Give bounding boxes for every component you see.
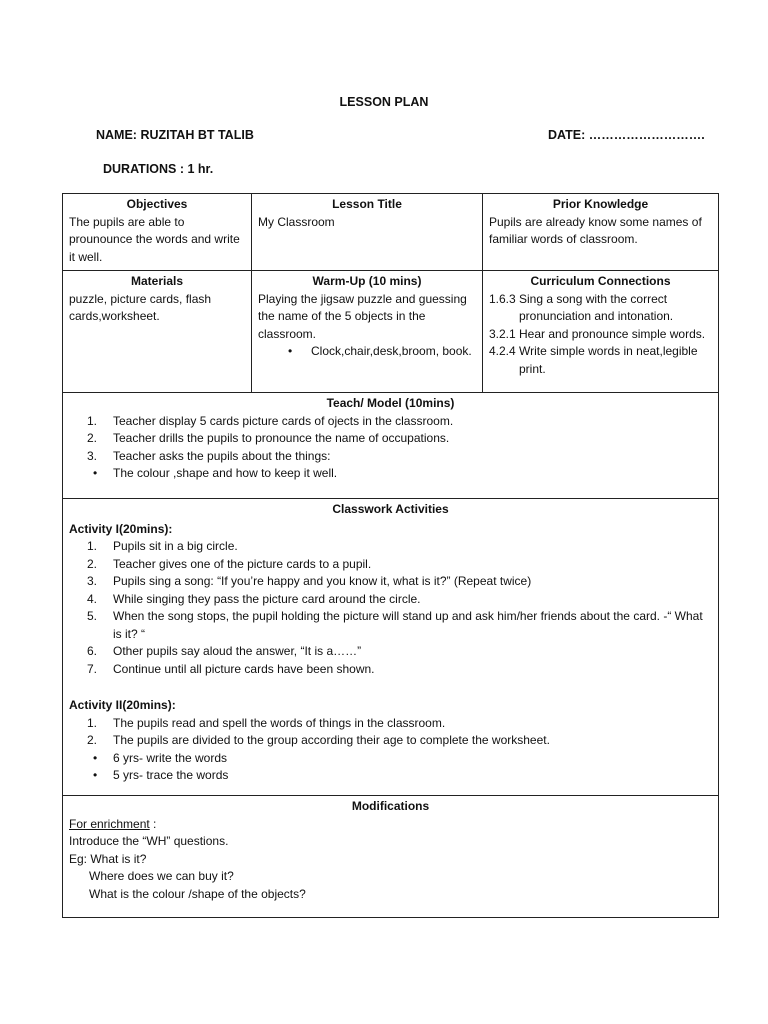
bullet-text: 6 yrs- write the words (113, 750, 228, 765)
objectives-heading: Objectives (126, 197, 188, 211)
modification-line: Where does we can buy it? (89, 869, 234, 883)
list-item (258, 343, 476, 361)
bullet-icon: • (288, 344, 293, 358)
step-text: Teacher drills the pupils to pronounce the name of occupations. (113, 431, 450, 445)
bullet-text: The colour ,shape and how to keep it well. (113, 466, 338, 480)
teach-model-heading: Teach/ Model (10mins) (326, 396, 455, 410)
modification-line: Eg: What is it? (69, 851, 147, 866)
objectives-cell (63, 194, 252, 271)
warm-up-heading: Warm-Up (10 mins) (312, 274, 422, 288)
list-item (69, 767, 712, 785)
list-item: 2. Teacher drills the pupils to pronounce the name of occupations. (87, 431, 450, 445)
item-code: 3.2.1 (489, 326, 516, 341)
date-field: DATE: ………………………. (548, 128, 705, 142)
bullet-icon: • (93, 466, 98, 480)
list-item (69, 465, 712, 483)
lesson-title-heading: Lesson Title (332, 197, 402, 211)
teach-steps (69, 413, 712, 466)
list-item (489, 291, 712, 326)
table-row (63, 499, 719, 796)
warm-up-cell (252, 271, 483, 393)
curriculum-list (489, 291, 712, 379)
materials-text: puzzle, picture cards, flash cards,worksheet. (69, 291, 212, 323)
item-text: Hear and pronounce simple words. (519, 326, 706, 341)
warm-up-bullet: Clock,chair,desk,broom, book. (311, 344, 472, 358)
table-row (63, 194, 719, 271)
teacher-name: NAME: RUZITAH BT TALIB (96, 128, 254, 142)
modification-line: What is the colour /shape of the objects? (89, 886, 306, 901)
list-item (489, 326, 712, 344)
materials-cell (63, 271, 252, 393)
step-text: When the song stops, the pupil holding the picture will stand up and ask him/her friends about the card. -“ What is it? “ (113, 609, 703, 641)
list-item: 1. Pupils sit in a big circle. (87, 539, 238, 553)
list-item: 2. The pupils are divided to the group according their age to complete the worksheet. (87, 733, 550, 747)
step-text: Pupils sit in a big circle. (113, 539, 238, 553)
classwork-cell (63, 499, 719, 796)
page-title: LESSON PLAN (339, 95, 429, 109)
modification-line: Introduce the “WH” questions. (69, 834, 229, 848)
spacer (69, 678, 712, 695)
modifications-cell (63, 796, 719, 918)
item-code: 1.6.3 (489, 291, 516, 306)
item-text: Sing a song with the correct pronunciation and intonation. (519, 291, 674, 323)
classwork-heading: Classwork Activities (332, 502, 449, 516)
warm-up-list (258, 343, 476, 361)
table-row (63, 393, 719, 499)
table-row (63, 796, 719, 918)
prior-knowledge-heading: Prior Knowledge (552, 197, 649, 211)
activity-2-bullets (69, 750, 712, 785)
list-item: 1. Teacher display 5 cards picture cards of ojects in the classroom. (87, 413, 454, 428)
step-text: Pupils sing a song: “If you’re happy and you know it, what is it?” (Repeat twice) (113, 574, 532, 588)
enrichment-colon: : (149, 816, 157, 831)
bullet-text: 5 yrs- trace the words (113, 768, 229, 782)
step-text: The pupils read and spell the words of things in the classroom. (113, 715, 446, 730)
teach-model-cell (63, 393, 719, 499)
table-row (63, 271, 719, 393)
lesson-title-cell (252, 194, 483, 271)
list-item: 3. Pupils sing a song: “If you’re happy and you know it, what is it?” (Repeat twice) (87, 574, 532, 588)
step-text: Other pupils say aloud the answer, “It is a……” (113, 644, 362, 658)
activity-2-steps (69, 715, 712, 750)
list-item (489, 343, 712, 378)
warm-up-text: Playing the jigsaw puzzle and guessing the name of the 5 objects in the classroom. (258, 291, 467, 341)
lesson-plan-table (62, 193, 719, 918)
lesson-title-text: My Classroom (258, 214, 335, 229)
step-text: Continue until all picture cards have been shown. (113, 661, 375, 676)
list-item: 3. Teacher asks the pupils about the things: (87, 448, 331, 463)
list-item: 7. Continue until all picture cards have been shown. (87, 661, 375, 676)
enrichment-line (69, 816, 712, 834)
curriculum-cell (483, 271, 719, 393)
activity-2-title: Activity II(20mins): (69, 698, 176, 712)
list-item: 4. While singing they pass the picture card around the circle. (87, 591, 421, 606)
bullet-icon: • (93, 768, 98, 782)
list-item: 2. Teacher gives one of the picture cards to a pupil. (87, 556, 372, 571)
list-item: 6. Other pupils say aloud the answer, “It is a……” (87, 644, 362, 658)
enrichment-label: For enrichment (69, 816, 150, 831)
step-text: While singing they pass the picture card around the circle. (113, 591, 421, 606)
list-item: 1. The pupils read and spell the words of things in the classroom. (87, 715, 446, 730)
step-text: Teacher gives one of the picture cards to a pupil. (113, 556, 372, 571)
list-item (69, 750, 712, 768)
modifications-heading: Modifications (351, 799, 430, 813)
step-text: Teacher asks the pupils about the things: (113, 448, 331, 463)
list-item: 5. When the song stops, the pupil holding the picture will stand up and ask him/her friends about the card. -“ What is it? “ (87, 609, 703, 641)
curriculum-heading: Curriculum Connections (530, 274, 671, 288)
step-text: Teacher display 5 cards picture cards of ojects in the classroom. (113, 413, 454, 428)
prior-knowledge-text: Pupils are already know some names of familiar words of classroom. (489, 214, 702, 246)
activity-1-title: Activity I(20mins): (69, 521, 173, 536)
duration: DURATIONS : 1 hr. (103, 162, 214, 176)
bullet-icon: • (93, 750, 98, 765)
materials-heading: Materials (130, 274, 184, 288)
objectives-text: The pupils are able to prounounce the words and write it well. (69, 214, 240, 264)
activity-1-steps (69, 538, 712, 678)
prior-knowledge-cell (483, 194, 719, 271)
step-text: The pupils are divided to the group according their age to complete the worksheet. (113, 733, 550, 747)
teach-bullets (69, 465, 712, 483)
item-code: 4.2.4 (489, 344, 516, 358)
item-text: Write simple words in neat,legible print. (519, 344, 698, 376)
